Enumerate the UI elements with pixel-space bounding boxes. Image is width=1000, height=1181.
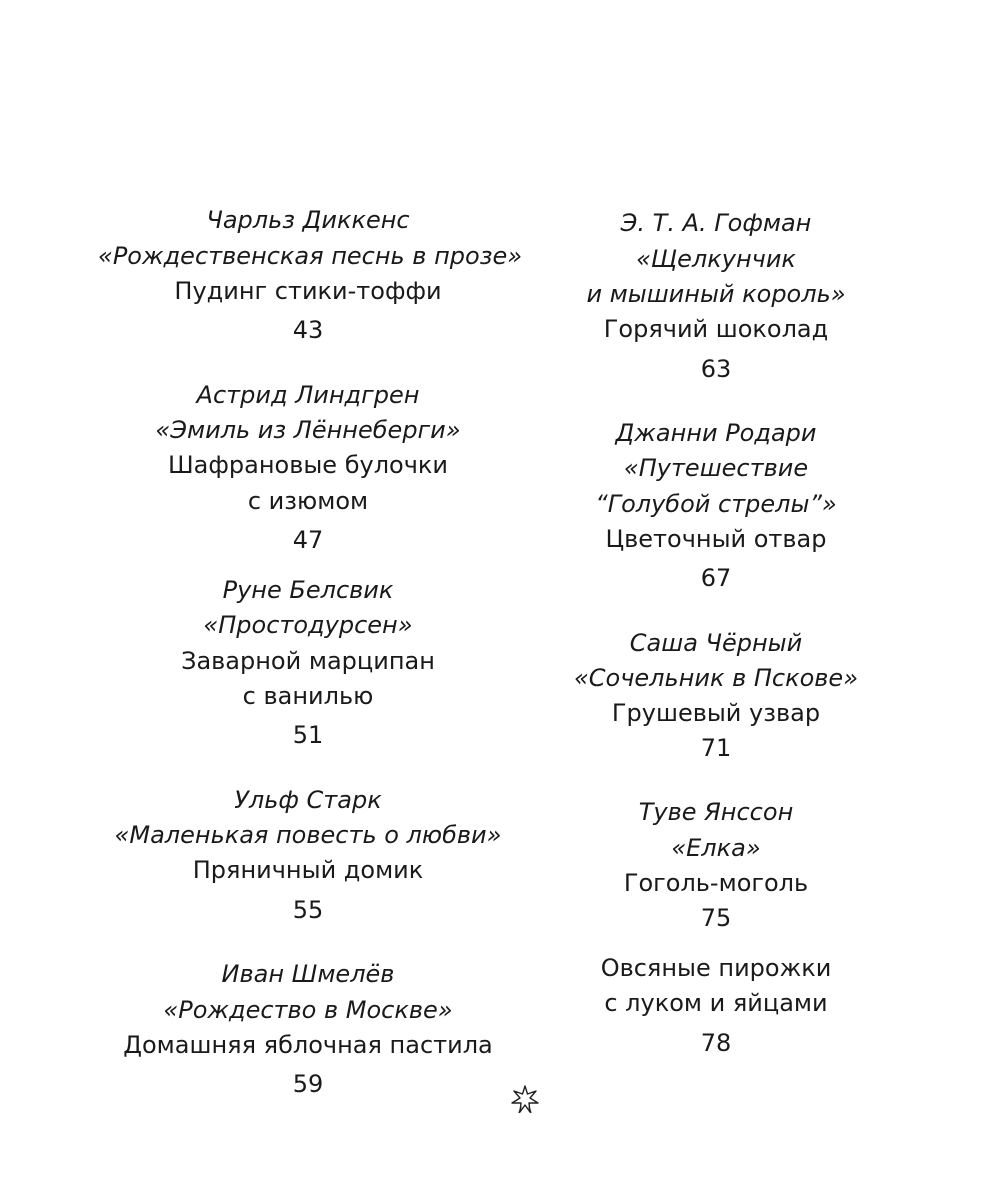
work-title: «Простодурсен»: [203, 611, 413, 639]
recipe-title: с изюмом: [247, 487, 369, 515]
recipe-title: Гоголь-моголь: [623, 869, 809, 897]
author: Астрид Линдгрен: [196, 381, 420, 409]
work-title: «Рождественская песнь в прозе»: [98, 242, 523, 270]
author: Саша Чёрный: [629, 629, 803, 657]
recipe-title: Горячий шоколад: [603, 315, 829, 343]
author: Джанни Родари: [615, 419, 817, 447]
recipe-title: Овсяные пирожки: [600, 954, 832, 982]
author: Туве Янссон: [638, 798, 794, 826]
author: Иван Шмелёв: [221, 960, 395, 988]
author: Э. Т. А. Гофман: [620, 209, 812, 237]
toc-right-column: [506, 0, 926, 1181]
work-title: и мышиный король»: [586, 280, 846, 308]
author: Ульф Старк: [234, 786, 382, 814]
recipe-title: Пудинг стики-тоффи: [174, 277, 442, 305]
work-title: «Щелкунчик: [636, 245, 796, 273]
page-number: 47: [292, 526, 324, 554]
page-number: 75: [700, 904, 732, 932]
recipe-title: Пряничный домик: [192, 856, 424, 884]
star-icon: [509, 1083, 541, 1115]
author: Чарльз Диккенс: [206, 206, 410, 234]
page-number: 78: [700, 1029, 732, 1057]
recipe-title: Цветочный отвар: [605, 525, 827, 553]
work-title: «Сочельник в Пскове»: [573, 664, 858, 692]
page-number: 67: [700, 564, 732, 592]
recipe-title: Грушевый узвар: [611, 699, 821, 727]
recipe-title: Домашняя яблочная пастила: [123, 1031, 493, 1059]
work-title: «Путешествие: [623, 454, 809, 482]
recipe-title: с луком и яйцами: [604, 989, 828, 1017]
page-number: 51: [292, 721, 324, 749]
work-title: “Голубой стрелы”»: [595, 490, 837, 518]
recipe-title: с ванилью: [242, 682, 374, 710]
page-number: 55: [292, 896, 324, 924]
page-number: 43: [292, 316, 324, 344]
page-number: 59: [292, 1070, 324, 1098]
recipe-title: Шафрановые булочки: [168, 451, 448, 479]
toc-left-column: [98, 0, 523, 1181]
work-title: «Маленькая повесть о любви»: [114, 821, 502, 849]
recipe-title: Заварной марципан: [181, 647, 435, 675]
work-title: «Елка»: [671, 834, 761, 862]
author: Руне Белсвик: [222, 576, 394, 604]
page-number: 63: [700, 355, 732, 383]
page-number: 71: [700, 734, 732, 762]
work-title: «Эмиль из Лённеберги»: [155, 416, 461, 444]
work-title: «Рождество в Москве»: [163, 996, 453, 1024]
